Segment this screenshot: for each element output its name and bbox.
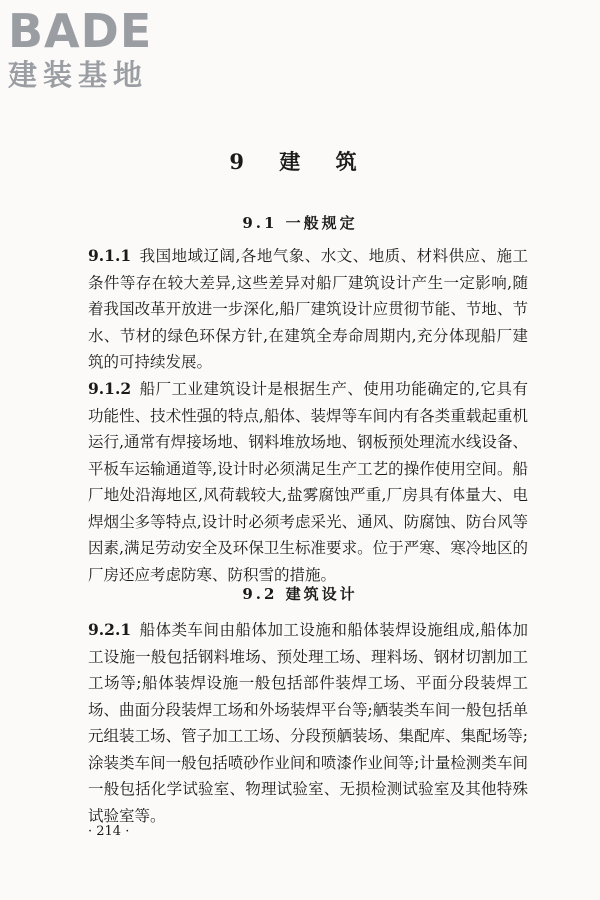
clause-number: 9.1.2 xyxy=(88,379,132,398)
clause-9-1-2 xyxy=(88,376,528,588)
clause-9-2-1 xyxy=(88,617,528,829)
logo-wordmark: BADE xyxy=(8,4,153,58)
clause-number: 9.1.1 xyxy=(88,246,132,265)
clause-text: 船体类车间由船体加工设施和船体装焊设施组成,船体加工设施一般包括钢料堆场、预处理工场、理料场、钢材切割加工工场等;船体装焊设施一般包括部件装焊工场、平面分段装焊工场、曲面分段装焊工场和外场装焊平台等;舾装类车间一般包括单元组装工场、管子加工工场、分段预舾装场、集配库、集配场等;涂装类车间一般包括喷砂作业间和喷漆作业间等;计量检测类车间一般包括化学试验室、物理试验室、无损检测试验室及其他特殊试验室等。 xyxy=(88,621,528,825)
logo-chinese-text: 建装基地 xyxy=(8,58,149,92)
clause-9-1-1 xyxy=(88,243,528,376)
chapter-title: 9 建 筑 xyxy=(229,149,371,174)
section-title-general: 9.1 一般规定 xyxy=(242,214,358,232)
page-number: · 214 · xyxy=(88,824,130,839)
bade-logo xyxy=(8,6,178,92)
clause-number: 9.2.1 xyxy=(88,620,132,639)
clause-text: 我国地域辽阔,各地气象、水文、地质、材料供应、施工条件等存在较大差异,这些差异对船厂建筑设计产生一定影响,随着我国改革开放进一步深化,船厂建筑设计应贯彻节能、节地、节水、节材的绿色环保方针,在建筑全寿命周期内,充分体现船厂建筑的可持续发展。 xyxy=(88,247,528,371)
section-title-design: 9.2 建筑设计 xyxy=(242,585,358,603)
clause-text: 船厂工业建筑设计是根据生产、使用功能确定的,它具有功能性、技术性强的特点,船体、装焊等车间内有各类重载起重机运行,通常有焊接场地、钢料堆放场地、钢板预处理流水线设备、平板车运输通道等,设计时必须满足生产工艺的操作使用空间。船厂地处沿海地区,风荷载较大,盐雾腐蚀严重,厂房具有体量大、电焊烟尘多等特点,设计时必须考虑采光、通风、防腐蚀、防台风等因素,满足劳动安全及环保卫生标准要求。位于严寒、寒冷地区的厂房还应考虑防寒、防积雪的措施。 xyxy=(88,380,528,584)
